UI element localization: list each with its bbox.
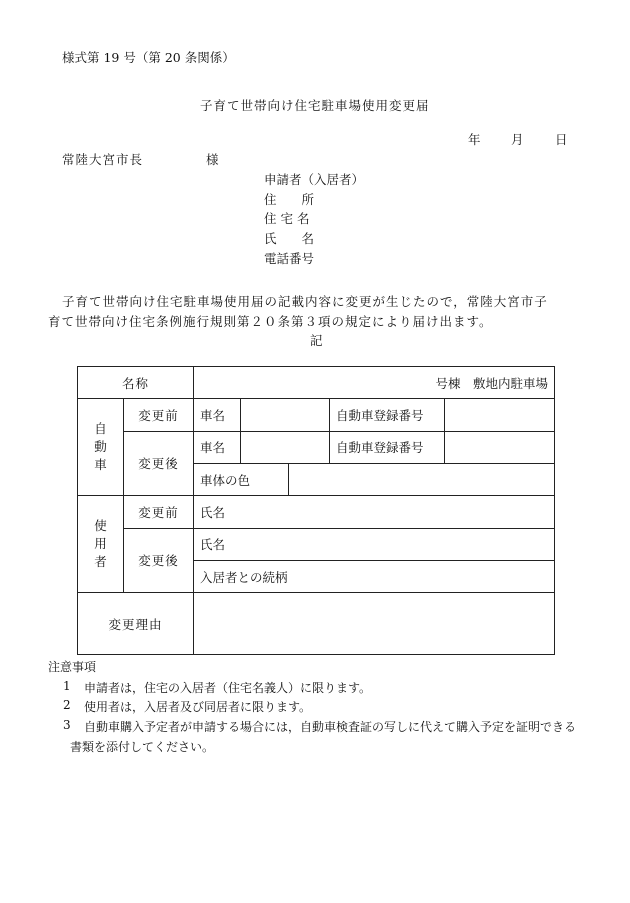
car-before-reg-input[interactable] — [445, 399, 555, 431]
reason-input-cell[interactable] — [194, 593, 555, 655]
addressee-name: 常陸大宮市長 — [62, 152, 144, 167]
date-day-label: 日 — [555, 132, 568, 147]
car-before-name-input[interactable] — [241, 399, 330, 431]
car-after-label: 変更後 — [124, 431, 194, 496]
body-text-line-2: 育て世帯向け住宅条例施行規則第２０条第３項の規定により届け出ます。 — [48, 314, 493, 329]
reason-label-cell: 変更理由 — [78, 593, 194, 655]
car-after-reg-input[interactable] — [445, 431, 555, 463]
car-after-name-input[interactable] — [241, 431, 330, 463]
car-group-label: 自動車 — [94, 421, 107, 473]
name-value-cell[interactable]: 号棟 敷地内駐車場 — [194, 367, 555, 399]
car-group-cell — [78, 399, 124, 496]
note-3-number: 3 — [63, 718, 71, 732]
car-color-label: 車体の色 — [194, 463, 289, 495]
car-color-input[interactable] — [289, 463, 555, 495]
note-2-number: 2 — [63, 698, 71, 712]
applicant-phone-label: 電話番号 — [264, 251, 315, 266]
applicant-name-label: 氏 名 — [264, 231, 315, 246]
addressee-honorific: 様 — [206, 152, 219, 167]
car-before-label: 変更前 — [124, 399, 194, 431]
applicant-heading: 申請者（入居者） — [264, 172, 365, 187]
car-before-reg-label: 自動車登録番号 — [330, 399, 445, 431]
date-month-label: 月 — [511, 132, 524, 147]
applicant-house-label: 住 宅 名 — [264, 211, 310, 226]
form-number: 様式第 19 号（第 20 条関係） — [62, 50, 235, 65]
change-form-table — [77, 366, 555, 655]
note-3-text: 自動車購入予定者が申請する場合には，自動車検査証の写しに代えて購入予定を証明できる — [84, 720, 577, 734]
car-after-name-label: 車名 — [194, 431, 241, 463]
user-group-cell — [78, 496, 124, 593]
form-title: 子育て世帯向け住宅駐車場使用変更届 — [200, 98, 430, 113]
user-before-name-cell[interactable]: 氏名 — [194, 496, 555, 528]
body-text-line-1: 子育て世帯向け住宅駐車場使用届の記載内容に変更が生じたので，常陸大宮市子 — [62, 294, 548, 309]
ki-label: 記 — [310, 333, 323, 348]
user-relation-cell[interactable]: 入居者との続柄 — [194, 560, 555, 592]
car-before-name-label: 車名 — [194, 399, 241, 431]
note-2-text: 使用者は，入居者及び同居者に限ります。 — [84, 700, 312, 714]
user-after-label: 変更後 — [124, 528, 194, 593]
note-1-number: 1 — [63, 679, 71, 693]
date-year-label: 年 — [468, 132, 481, 147]
user-after-name-cell[interactable]: 氏名 — [194, 528, 555, 560]
user-group-label: 使用者 — [94, 518, 107, 570]
car-after-reg-label: 自動車登録番号 — [330, 431, 445, 463]
name-label-cell: 名称 — [78, 367, 194, 399]
user-before-label: 変更前 — [124, 496, 194, 528]
notes-heading: 注意事項 — [48, 660, 97, 674]
note-3-continuation: 書類を添付してください。 — [70, 740, 215, 754]
note-1-text: 申請者は，住宅の入居者（住宅名義人）に限ります。 — [84, 681, 372, 695]
applicant-address-label: 住 所 — [264, 192, 315, 207]
